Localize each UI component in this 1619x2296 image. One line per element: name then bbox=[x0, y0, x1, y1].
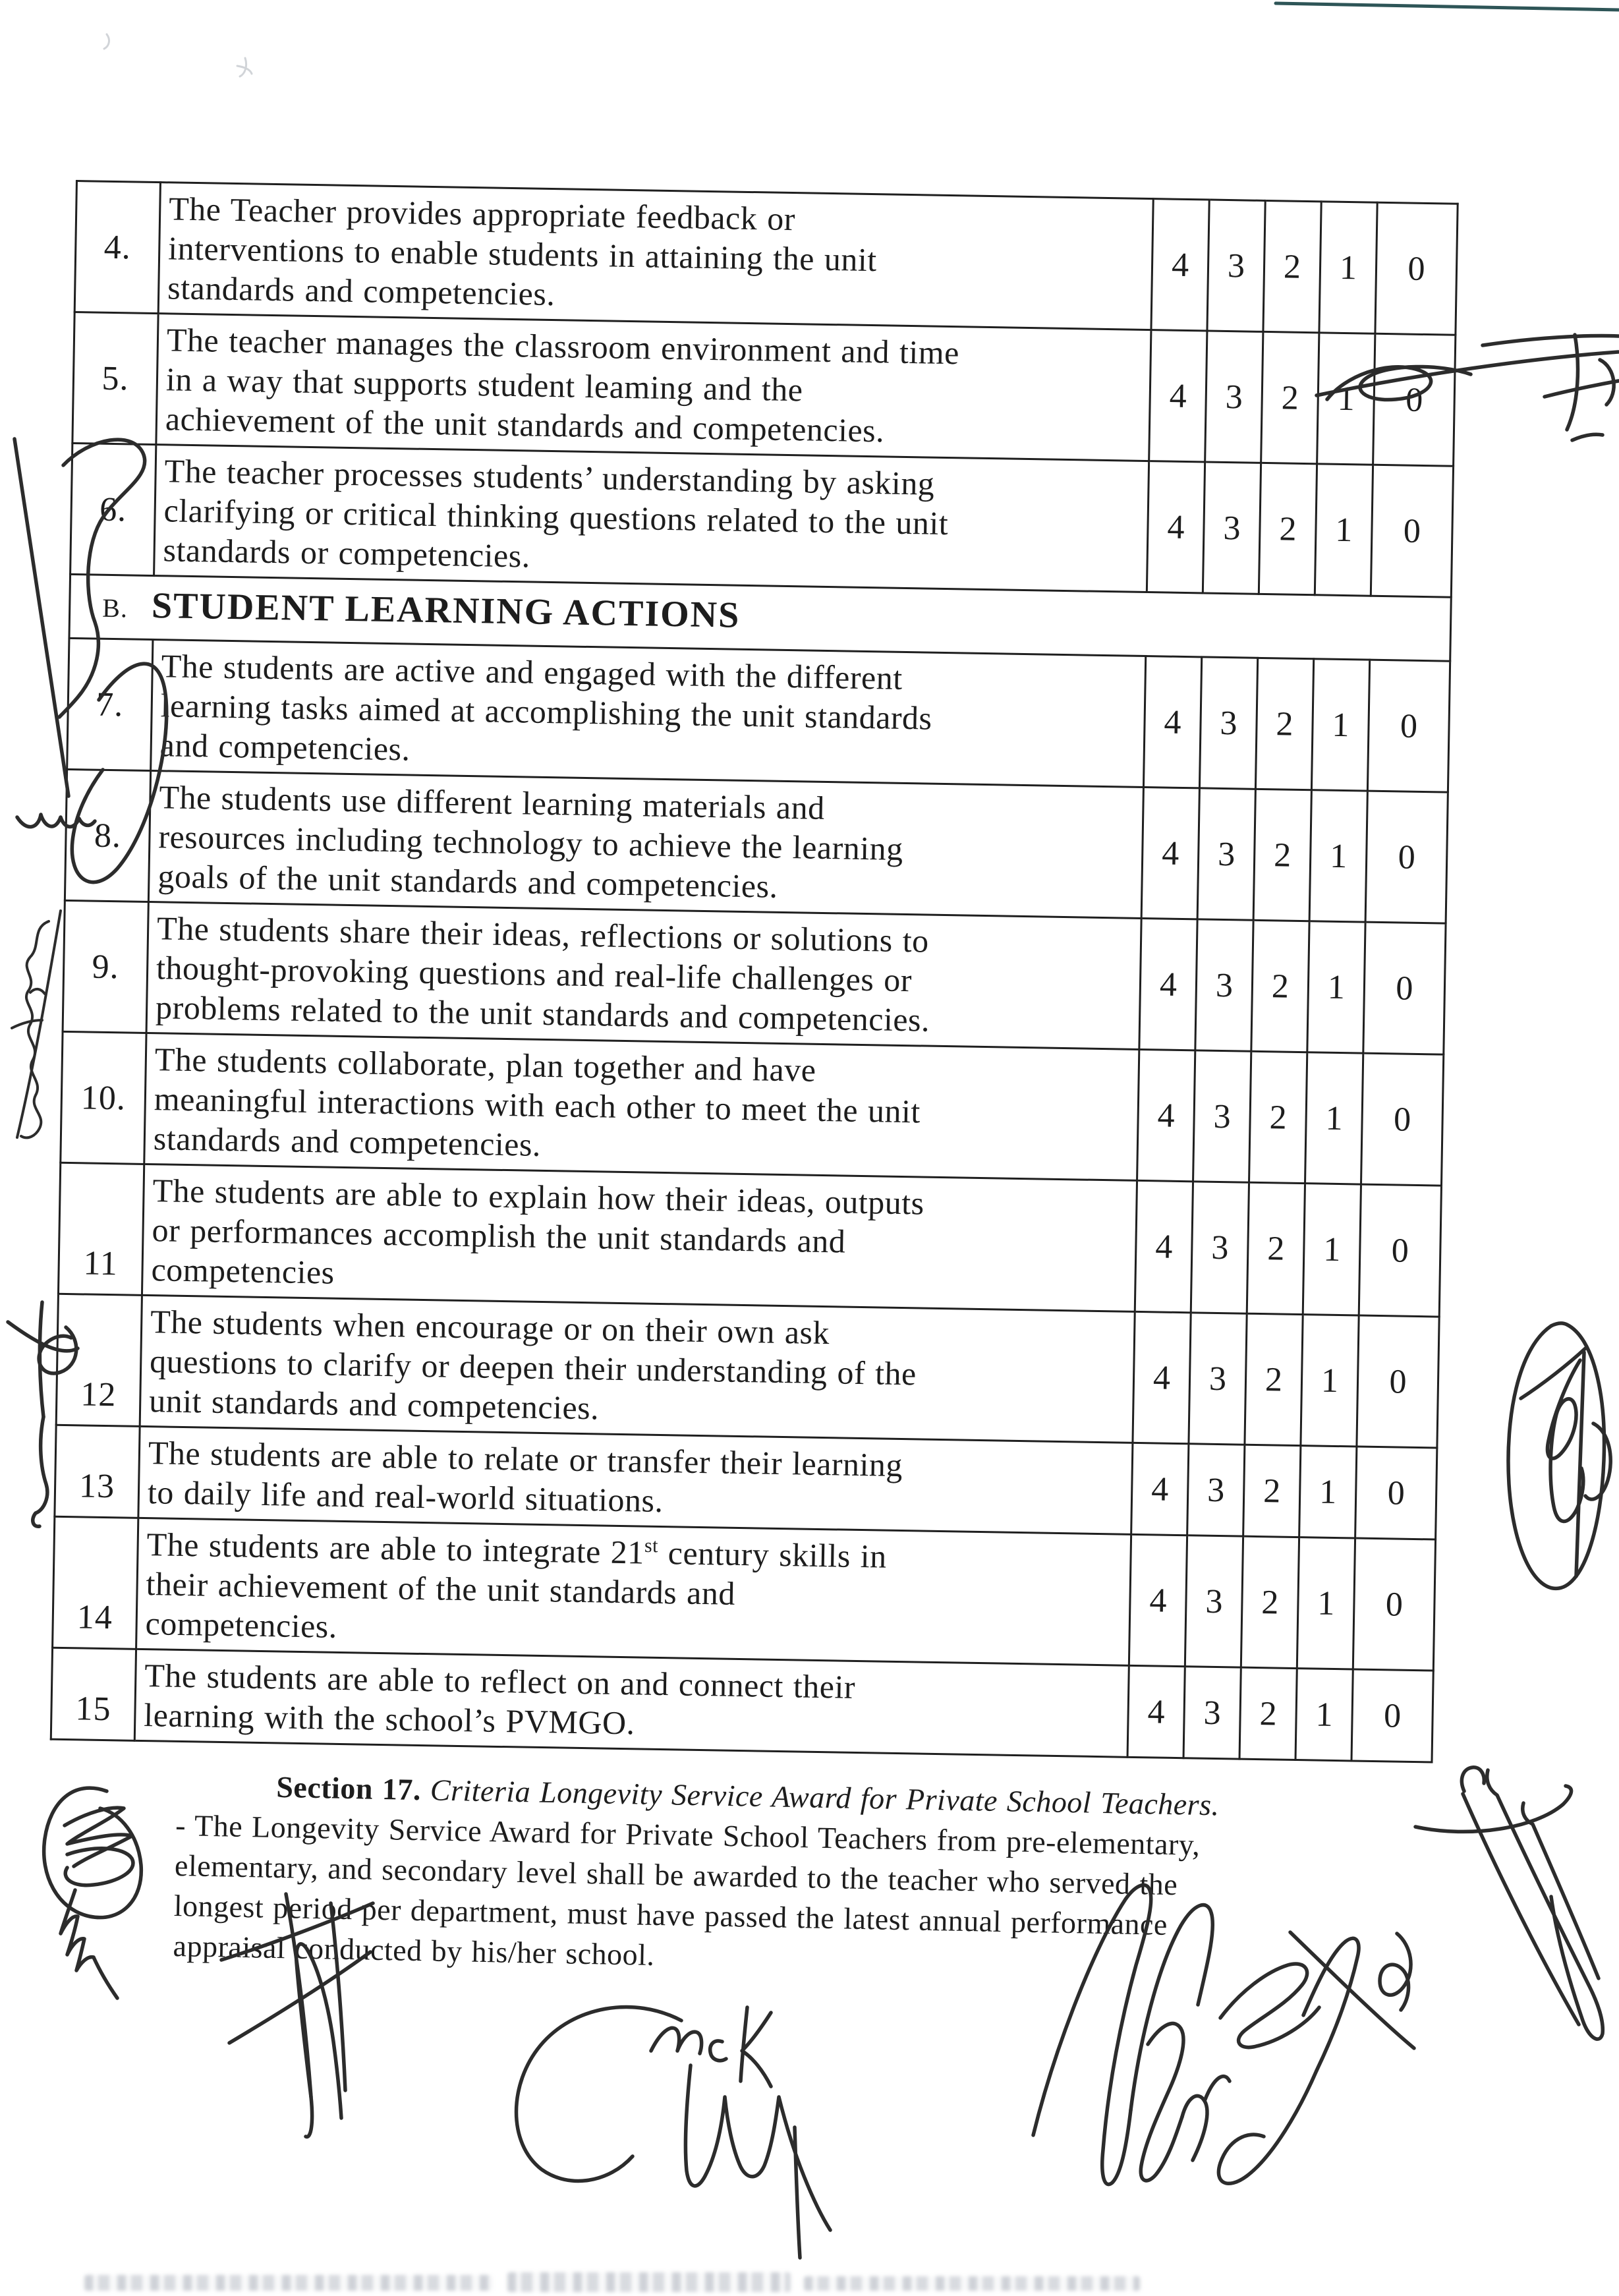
rating-cell-1: 1 bbox=[1317, 333, 1375, 465]
rating-cell-0: 0 bbox=[1375, 202, 1458, 335]
rating-cell-4: 4 bbox=[1139, 918, 1197, 1050]
rating-cell-4: 4 bbox=[1147, 461, 1205, 593]
rating-cell-1: 1 bbox=[1299, 1446, 1357, 1538]
criterion-text bbox=[151, 640, 1146, 788]
criterion-text bbox=[156, 314, 1151, 461]
rating-cell-3: 3 bbox=[1197, 788, 1255, 920]
rating-cell-4: 4 bbox=[1143, 656, 1201, 788]
criterion-line: to daily life and real-world situations. bbox=[147, 1474, 664, 1520]
page-bottom-bleedthrough bbox=[84, 2275, 493, 2291]
criterion-line: The students are able to reflect on and connect their bbox=[144, 1657, 856, 1706]
rating-cell-3: 3 bbox=[1205, 331, 1263, 463]
criterion-number: 8. bbox=[65, 769, 150, 902]
rating-cell-0: 0 bbox=[1357, 1315, 1439, 1448]
section-b-label: B. bbox=[101, 592, 128, 623]
criterion-line: unit standards and competencies. bbox=[148, 1382, 600, 1427]
criterion-line: meaningful interactions with each other to meet the unit bbox=[154, 1080, 921, 1130]
rating-cell-2: 2 bbox=[1255, 658, 1313, 789]
criterion-line: standards or competencies. bbox=[163, 531, 531, 575]
criterion-row-9 bbox=[63, 900, 1446, 1054]
rating-cell-2: 2 bbox=[1251, 920, 1309, 1052]
criterion-line: The Teacher provides appropriate feedback or bbox=[168, 190, 796, 238]
section-17-title: Criteria Longevity Service Award for Private School Teachers. bbox=[420, 1773, 1220, 1822]
section-17-line: - The Longevity Service Award for Private School Teachers from pre-elementary, bbox=[175, 1808, 1201, 1862]
rating-cell-3: 3 bbox=[1199, 657, 1257, 789]
criterion-row-4 bbox=[74, 181, 1458, 335]
criterion-number: 12 bbox=[56, 1294, 142, 1426]
rating-cell-3: 3 bbox=[1187, 1444, 1245, 1536]
criterion-row-10 bbox=[61, 1031, 1444, 1186]
criterion-line: The teacher processes students’ understanding by asking bbox=[164, 452, 935, 502]
rating-cell-1: 1 bbox=[1319, 202, 1377, 333]
ordinal-superscript: st bbox=[644, 1534, 659, 1557]
rating-cell-0: 0 bbox=[1351, 1669, 1433, 1762]
criterion-line: The students are active and engaged with the different bbox=[161, 647, 903, 697]
rating-cell-4: 4 bbox=[1141, 787, 1199, 919]
criterion-row-8 bbox=[65, 769, 1448, 923]
rating-cell-4: 4 bbox=[1151, 199, 1209, 331]
criterion-line: problems related to the unit standards and competencies. bbox=[155, 989, 930, 1039]
right-oval-signature bbox=[1508, 1323, 1610, 1589]
criterion-line: achievement of the unit standards and competencies. bbox=[165, 400, 885, 449]
rating-cell-2: 2 bbox=[1253, 789, 1311, 921]
rating-cell-2: 2 bbox=[1239, 1667, 1297, 1760]
rating-cell-0: 0 bbox=[1365, 791, 1448, 923]
rating-cell-4: 4 bbox=[1137, 1049, 1195, 1181]
rating-cell-3: 3 bbox=[1183, 1667, 1241, 1759]
criterion-number: 7. bbox=[67, 638, 153, 770]
section-b-title: STUDENT LEARNING ACTIONS bbox=[151, 585, 741, 636]
criterion-text bbox=[158, 183, 1153, 330]
criterion-line: learning tasks aimed at accomplishing the unit standards bbox=[160, 687, 932, 737]
criterion-number: 11 bbox=[58, 1162, 144, 1295]
rating-cell-2: 2 bbox=[1247, 1182, 1305, 1314]
criterion-number: 4. bbox=[74, 181, 160, 314]
section-17-line: longest period per department, must have passed the latest annual performance bbox=[173, 1888, 1168, 1941]
paper-specks bbox=[104, 34, 252, 76]
section-17-paragraph bbox=[173, 1765, 1442, 1990]
criterion-text bbox=[138, 1426, 1133, 1534]
scan-edge-line bbox=[1276, 3, 1619, 10]
criterion-text bbox=[134, 1649, 1129, 1757]
criterion-text bbox=[146, 902, 1141, 1049]
criterion-line: or performances accomplish the unit standards and bbox=[152, 1211, 846, 1260]
rating-cell-3: 3 bbox=[1195, 919, 1253, 1051]
criterion-line: The students when encourage or on their own ask bbox=[150, 1303, 830, 1352]
rating-cell-0: 0 bbox=[1353, 1538, 1435, 1671]
criterion-text bbox=[144, 1033, 1139, 1180]
criterion-line: their achievement of the unit standards and bbox=[146, 1565, 736, 1612]
criterion-line-pre: The students are able to integrate 21 bbox=[146, 1526, 645, 1571]
section-17-line: appraisal conducted by his/her school. bbox=[173, 1928, 655, 1972]
rating-cell-1: 1 bbox=[1297, 1537, 1355, 1669]
rating-cell-1: 1 bbox=[1303, 1184, 1361, 1315]
criterion-line: competencies. bbox=[145, 1605, 338, 1645]
rating-cell-0: 0 bbox=[1363, 922, 1446, 1054]
rating-cell-4: 4 bbox=[1127, 1665, 1185, 1758]
evaluation-table-wrap bbox=[50, 180, 1459, 1763]
rating-cell-3: 3 bbox=[1185, 1535, 1243, 1667]
rating-cell-3: 3 bbox=[1193, 1050, 1251, 1182]
criterion-line: learning with the school’s PVMGO. bbox=[143, 1696, 636, 1742]
rating-cell-1: 1 bbox=[1301, 1315, 1359, 1447]
criterion-text bbox=[148, 771, 1143, 919]
rating-cell-4: 4 bbox=[1129, 1534, 1187, 1666]
rating-cell-1: 1 bbox=[1307, 921, 1365, 1053]
rating-cell-1: 1 bbox=[1305, 1052, 1363, 1184]
rating-cell-1: 1 bbox=[1309, 790, 1367, 922]
rating-cell-3: 3 bbox=[1207, 200, 1265, 331]
rating-cell-0: 0 bbox=[1355, 1447, 1437, 1539]
bottom-center-signature bbox=[517, 2007, 831, 2258]
rating-cell-4: 4 bbox=[1131, 1443, 1189, 1535]
criterion-line: goals of the unit standards and competencies. bbox=[157, 857, 779, 905]
criterion-text bbox=[140, 1295, 1135, 1443]
criterion-line: thought-provoking questions and real-life challenges or bbox=[156, 949, 913, 999]
criterion-text bbox=[154, 445, 1149, 592]
criterion-line: The students share their ideas, reflections or solutions to bbox=[156, 909, 930, 960]
criterion-number: 13 bbox=[55, 1425, 140, 1518]
criterion-line: competencies bbox=[151, 1251, 335, 1291]
rating-cell-2: 2 bbox=[1241, 1536, 1299, 1668]
criterion-line: standards and competencies. bbox=[153, 1120, 542, 1163]
criterion-line-post: century skills in bbox=[658, 1534, 888, 1575]
evaluation-table bbox=[50, 180, 1459, 1763]
criterion-row-12 bbox=[56, 1294, 1439, 1448]
rating-cell-2: 2 bbox=[1243, 1445, 1301, 1537]
page-bottom-bleedthrough bbox=[507, 2272, 791, 2292]
criterion-number: 15 bbox=[51, 1648, 136, 1740]
rating-cell-2: 2 bbox=[1259, 463, 1317, 594]
rating-cell-2: 2 bbox=[1263, 200, 1321, 332]
criterion-line: The students are able to relate or transfer their learning bbox=[148, 1434, 903, 1484]
criterion-row-11 bbox=[58, 1162, 1441, 1317]
rating-cell-4: 4 bbox=[1133, 1311, 1191, 1443]
rating-cell-2: 2 bbox=[1249, 1051, 1307, 1183]
vertical-name-scribble bbox=[12, 911, 61, 1137]
criterion-row-14 bbox=[53, 1516, 1436, 1671]
criterion-line: interventions to enable students in attaining the unit bbox=[167, 229, 878, 279]
rating-cell-0: 0 bbox=[1361, 1053, 1443, 1186]
rating-cell-1: 1 bbox=[1315, 464, 1373, 596]
rating-cell-0: 0 bbox=[1373, 333, 1456, 466]
rating-cell-3: 3 bbox=[1189, 1313, 1247, 1445]
section-17-label: Section 17. bbox=[275, 1769, 422, 1807]
criterion-row-6 bbox=[71, 443, 1454, 597]
criterion-line: The students are able to explain how their ideas, outputs bbox=[152, 1172, 925, 1222]
rating-cell-1: 1 bbox=[1311, 659, 1369, 791]
criterion-line: The students collaborate, plan together and have bbox=[154, 1041, 816, 1089]
page-bottom-bleedthrough bbox=[804, 2276, 1140, 2291]
criterion-line: questions to clarify or deepen their understanding of the bbox=[149, 1342, 917, 1392]
rating-cell-3: 3 bbox=[1203, 462, 1261, 594]
criterion-line: The students use different learning materials and bbox=[159, 778, 826, 826]
rating-cell-2: 2 bbox=[1261, 331, 1319, 463]
rating-cell-0: 0 bbox=[1371, 465, 1453, 597]
rating-cell-3: 3 bbox=[1191, 1182, 1249, 1313]
rating-cell-4: 4 bbox=[1149, 330, 1207, 462]
criterion-text bbox=[136, 1518, 1131, 1665]
criterion-row-5 bbox=[72, 312, 1456, 466]
criterion-number: 5. bbox=[72, 312, 158, 444]
rating-cell-4: 4 bbox=[1135, 1180, 1193, 1312]
criterion-line: and competencies. bbox=[159, 726, 411, 768]
criterion-line: The teacher manages the classroom environment and time bbox=[166, 321, 960, 372]
criterion-line: in a way that supports student leaming and the bbox=[165, 360, 803, 409]
criterion-line: resources including technology to achieve the learning bbox=[158, 818, 904, 867]
criterion-number: 9. bbox=[63, 900, 148, 1033]
criterion-text bbox=[142, 1164, 1137, 1311]
rating-cell-0: 0 bbox=[1367, 660, 1450, 792]
rating-cell-0: 0 bbox=[1359, 1184, 1441, 1317]
criterion-number: 6. bbox=[71, 443, 156, 575]
criterion-line: clarifying or critical thinking questions related to the unit bbox=[163, 492, 949, 542]
rating-cell-2: 2 bbox=[1245, 1313, 1303, 1445]
criterion-number: 14 bbox=[53, 1516, 138, 1649]
section-17-line: elementary, and secondary level shall be awarded to the teacher who served the bbox=[174, 1848, 1178, 1902]
rating-cell-1: 1 bbox=[1295, 1669, 1353, 1761]
criterion-line: standards and competencies. bbox=[167, 269, 555, 313]
bottom-left-round-signature bbox=[44, 1788, 142, 1998]
criterion-number: 10. bbox=[61, 1031, 146, 1164]
criterion-row-7 bbox=[67, 638, 1450, 792]
